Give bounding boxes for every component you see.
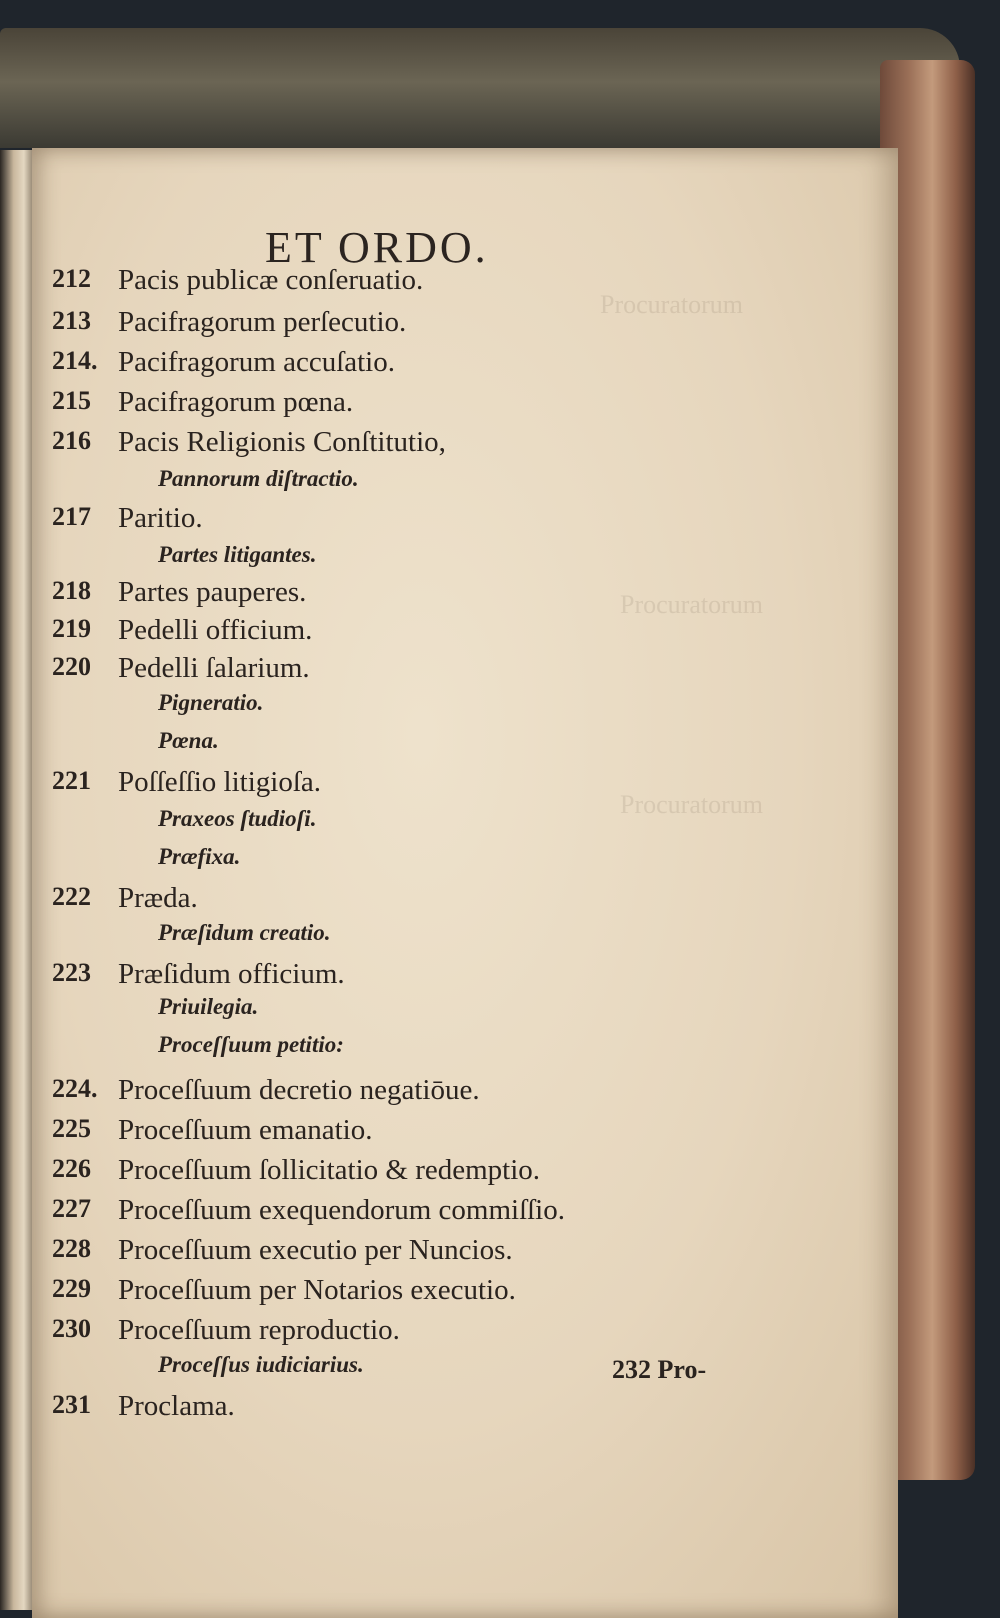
index-entry	[0, 806, 1000, 846]
index-entry	[0, 1074, 1000, 1114]
entry-subheading: Præfixa.	[158, 844, 241, 869]
index-entry	[0, 1194, 1000, 1234]
index-entry	[0, 306, 1000, 346]
index-entry	[0, 576, 1000, 616]
index-entry	[0, 652, 1000, 692]
entry-title: Poſſeſſio litigioſa.	[118, 766, 321, 798]
entry-subheading: Pœna.	[158, 728, 219, 753]
book-top-edge	[0, 28, 960, 148]
entry-number: 227	[52, 1194, 91, 1223]
entry-title: Pedelli ſalarium.	[118, 652, 310, 684]
entry-number: 221	[52, 766, 91, 795]
entry-title: Proceſſuum reproductio.	[118, 1314, 400, 1346]
index-entry	[0, 1314, 1000, 1354]
index-entry	[0, 1032, 1000, 1072]
show-through-text: Procuratorum	[600, 290, 743, 319]
entry-title: Pacifragorum pœna.	[118, 386, 354, 418]
entry-title: Paritio.	[118, 502, 203, 534]
entry-title: Pacis Religionis Conſtitutio,	[118, 426, 446, 458]
entry-number: 216	[52, 426, 91, 455]
entry-number: 228	[52, 1234, 91, 1263]
entry-number: 219	[52, 614, 91, 643]
entry-subheading: Priuilegia.	[158, 994, 259, 1019]
entry-title: Pacifragorum perſecutio.	[118, 306, 407, 338]
entry-subheading: Pigneratio.	[158, 690, 264, 715]
entry-number: 213	[52, 306, 91, 335]
index-entry	[0, 614, 1000, 654]
index-entry	[0, 466, 1000, 506]
entry-subheading: Proceſſus iudiciarius.	[158, 1352, 364, 1377]
index-entry	[0, 690, 1000, 730]
index-entry	[0, 426, 1000, 466]
entry-title: Proceſſuum decretio negatiōue.	[118, 1074, 480, 1106]
index-entry	[0, 844, 1000, 884]
index-entry	[0, 1114, 1000, 1154]
index-entry	[0, 994, 1000, 1034]
entry-title: Præda.	[118, 882, 198, 914]
index-entry	[0, 502, 1000, 542]
show-through-text: Procuratorum	[620, 790, 763, 819]
entry-number: 230	[52, 1314, 91, 1343]
entry-title: Præſidum officium.	[118, 958, 345, 990]
catchword: 232 Pro-	[612, 1355, 707, 1384]
index-entry	[0, 920, 1000, 960]
entry-number: 231	[52, 1390, 91, 1419]
entry-subheading: Pannorum diſtractio.	[158, 466, 359, 491]
entry-number: 226	[52, 1154, 91, 1183]
entry-title: Proclama.	[118, 1390, 235, 1422]
entry-subheading: Proceſſuum petitio:	[158, 1032, 344, 1057]
entry-subheading: Præſidum creatio.	[158, 920, 331, 945]
index-entry	[0, 766, 1000, 806]
index-entry	[0, 1352, 1000, 1392]
entry-number: 218	[52, 576, 91, 605]
entry-subheading: Praxeos ſtudioſi.	[158, 806, 317, 831]
index-entry	[0, 1274, 1000, 1314]
entry-number: 217	[52, 502, 91, 531]
entry-title: Partes pauperes.	[118, 576, 307, 608]
entry-number: 212	[52, 264, 91, 293]
index-entry	[0, 958, 1000, 998]
entry-number: 220	[52, 652, 91, 681]
entry-title: Pacis publicæ conſeruatio.	[118, 264, 424, 296]
entry-number: 225	[52, 1114, 91, 1143]
entry-title: Proceſſuum ſollicitatio & redemptio.	[118, 1154, 541, 1186]
index-entry	[0, 1154, 1000, 1194]
index-entry	[0, 1390, 1000, 1430]
show-through-text: Procuratorum	[620, 590, 763, 619]
index-entry	[0, 346, 1000, 386]
entry-title: Proceſſuum executio per Nuncios.	[118, 1234, 513, 1266]
index-entry	[0, 882, 1000, 922]
index-entry	[0, 1234, 1000, 1274]
entry-title: Proceſſuum emanatio.	[118, 1114, 373, 1146]
index-entry	[0, 728, 1000, 768]
entry-number: 229	[52, 1274, 91, 1303]
entry-number: 222	[52, 882, 91, 911]
entry-title: Pedelli officium.	[118, 614, 313, 646]
entry-title: Pacifragorum accuſatio.	[118, 346, 395, 378]
entry-number: 223	[52, 958, 91, 987]
entry-subheading: Partes litigantes.	[158, 542, 317, 567]
running-head: ET ORDO.	[265, 223, 489, 272]
entry-number: 215	[52, 386, 91, 415]
entry-number: 224.	[52, 1074, 98, 1103]
entry-number: 214.	[52, 346, 98, 375]
index-entry	[0, 386, 1000, 426]
entry-title: Proceſſuum per Notarios executio.	[118, 1274, 516, 1306]
index-entry	[0, 264, 1000, 304]
entry-title: Proceſſuum exequendorum commiſſio.	[118, 1194, 565, 1226]
